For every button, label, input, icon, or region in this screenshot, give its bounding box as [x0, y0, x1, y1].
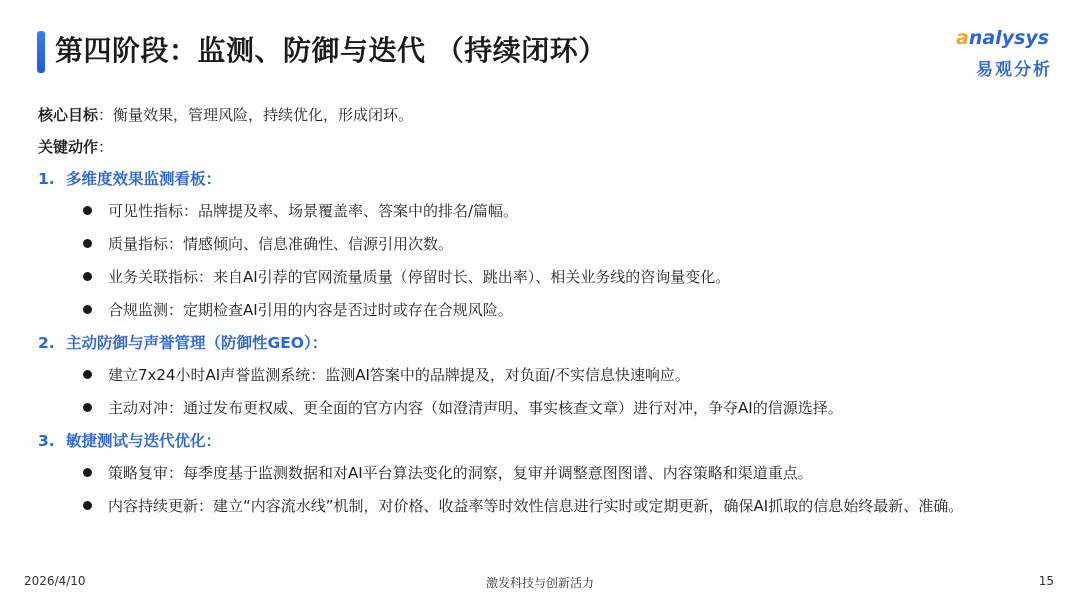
- list-item: 业务关联指标：来自AI引荐的官网流量质量（停留时长、跳出率）、相关业务线的咨询量变化。: [38, 266, 1048, 299]
- footer-slogan: 激发科技与创新活力: [485, 576, 594, 590]
- logo-wordmark: analysys: [956, 27, 1050, 49]
- page-title: 第四阶段：监测、防御与迭代 （持续闭环）: [55, 34, 607, 67]
- list-item: 建立7x24小时AI声誉监测系统：监测AI答案中的品牌提及，对负面/不实信息快速响应。: [38, 364, 1048, 397]
- bullet-icon: [83, 206, 92, 215]
- key-actions-line: 关键动作：: [38, 138, 114, 156]
- list-item: 内容持续更新：建立“内容流水线”机制，对价格、收益率等时效性信息进行实时或定期更新，确保AI抓取的信息始终最新、准确。: [38, 492, 1058, 520]
- bullet-icon: [83, 272, 92, 281]
- bullet-icon: [83, 501, 92, 510]
- list-item: 合规监测：定期检查AI引用的内容是否过时或存在合规风险。: [38, 299, 1048, 332]
- list-item: 质量指标：情感倾向、信息准确性、信源引用次数。: [38, 233, 1048, 266]
- page-number: 15: [1038, 574, 1054, 588]
- list-item: 可见性指标：品牌提及率、场景覆盖率、答案中的排名/篇幅。: [38, 200, 1048, 233]
- bullet-icon: [83, 403, 92, 412]
- section-heading: 1. 多维度效果监测看板：: [38, 170, 222, 188]
- analysys-logo: [956, 27, 1060, 79]
- slide-body: [38, 104, 1048, 520]
- bullet-icon: [83, 468, 92, 477]
- core-goal-text: 衡量效果，管理风险，持续优化，形成闭环。: [113, 106, 414, 124]
- list-item: 策略复审：每季度基于监测数据和对AI平台算法变化的洞察，复审并调整意图图谱、内容策略和渠道重点。: [38, 462, 1048, 495]
- bullet-icon: [83, 370, 92, 379]
- core-goal-line: 核心目标：衡量效果，管理风险，持续优化，形成闭环。: [38, 106, 414, 124]
- bullet-icon: [83, 239, 92, 248]
- core-goal-label: 核心目标: [38, 106, 99, 124]
- list-item: 主动对冲：通过发布更权威、更全面的官方内容（如澄清声明、事实核查文章）进行对冲，争夺AI的信源选择。: [38, 397, 1048, 430]
- section-heading: 2. 主动防御与声誉管理（防御性GEO）：: [38, 334, 328, 352]
- section-heading: 3. 敏捷测试与迭代优化：: [38, 432, 222, 450]
- footer-date: 2026/4/10: [24, 574, 86, 588]
- bullet-icon: [83, 305, 92, 314]
- logo-chinese-name: 易观分析: [976, 60, 1052, 80]
- key-actions-label: 关键动作: [38, 138, 99, 156]
- title-accent-bar: [37, 31, 45, 73]
